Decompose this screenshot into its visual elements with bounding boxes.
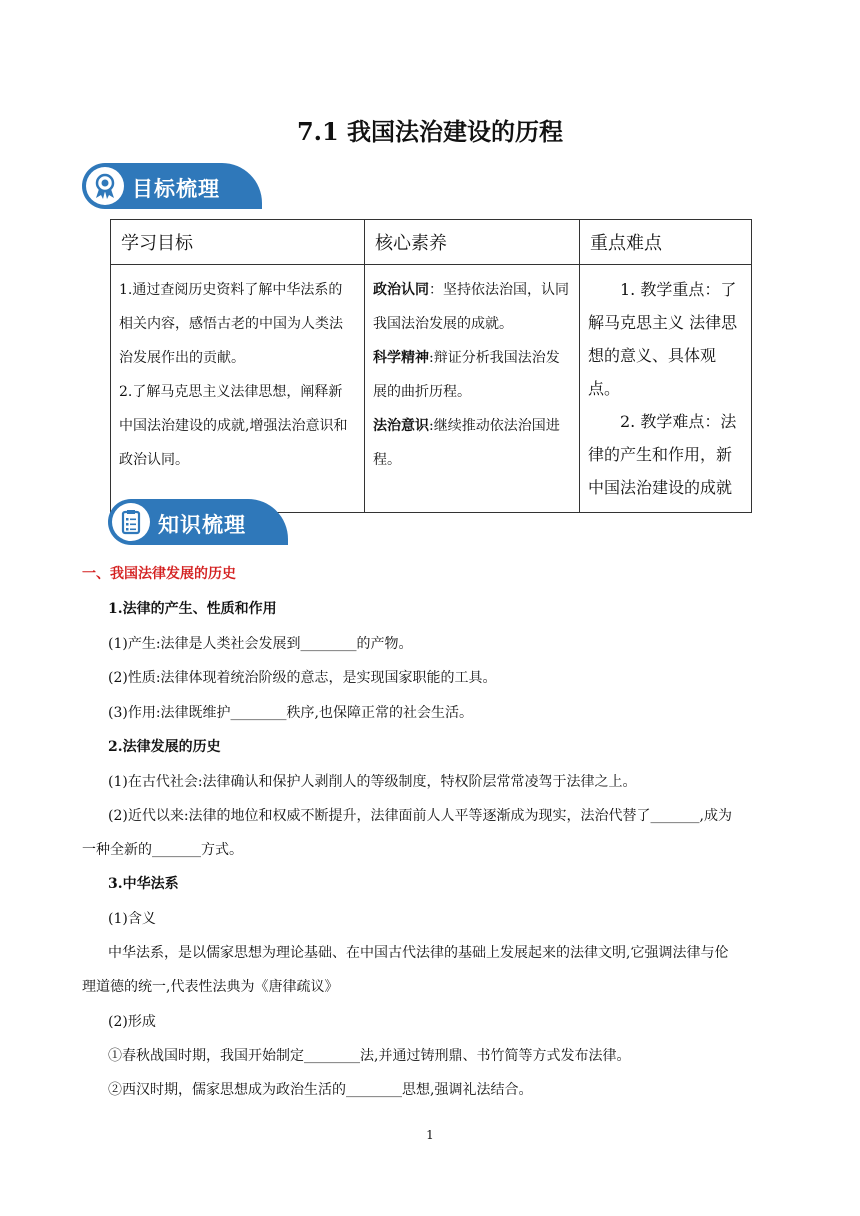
paragraph: (1)含义 [108, 911, 156, 927]
paragraph: (2)形成 [108, 1014, 156, 1030]
paragraph: ②西汉时期，儒家思想成为政治生活的________思想,强调礼法结合。 [108, 1082, 533, 1098]
literacy-cell [365, 265, 580, 513]
section-banner-goals [82, 163, 262, 209]
paragraph: 一种全新的_______方式。 [82, 842, 243, 858]
paragraph: ①春秋战国时期，我国开始制定________法,并通过铸刑鼎、书竹简等方式发布法律。 [108, 1048, 631, 1064]
award-ribbon-icon [86, 167, 124, 205]
header-literacy: 核心素养 [365, 220, 580, 265]
paragraph: (1)产生:法律是人类社会发展到________的产物。 [108, 636, 413, 652]
subheading-3: 3.中华法系 [108, 876, 179, 892]
header-keypoints: 重点难点 [580, 220, 752, 265]
paragraph: 理道德的统一,代表性法典为《唐律疏议》 [82, 979, 339, 995]
page-title: 7.1 我国法治建设的历程 [296, 117, 564, 146]
goal-item: 1.通过查阅历史资料了解中华法系的相关内容，感悟古老的中国为人类法治发展作出的贡献。 [119, 282, 343, 366]
goals-cell [111, 265, 365, 513]
paragraph: (2)性质:法律体现着统治阶级的意志，是实现国家职能的工具。 [108, 670, 497, 686]
paragraph: (1)在古代社会:法律确认和保护人剥削人的等级制度，特权阶层常常凌驾于法律之上。 [108, 774, 637, 790]
section-banner-knowledge [108, 499, 288, 545]
goal-item: 2.了解马克思主义法律思想，阐释新中国法治建设的成就,增强法治意识和政治认同。 [119, 384, 348, 468]
paragraph: 中华法系，是以儒家思想为理论基础、在中国古代法律的基础上发展起来的法律文明,它强调法律与伦 [108, 945, 729, 961]
header-goals: 学习目标 [111, 220, 365, 265]
literacy-item: 法治意识:继续推动依法治国进程。 [373, 418, 560, 468]
keypoints-cell [580, 265, 752, 513]
literacy-item: 科学精神:辩证分析我国法治发展的曲折历程。 [373, 350, 560, 400]
goals-table [110, 219, 752, 513]
banner-label: 知识梳理 [158, 512, 246, 537]
keypoint-item: 2. 教学难点：法律的产生和作用，新中国法治建设的成就 [588, 412, 737, 497]
subheading-1: 1.法律的产生、性质和作用 [108, 601, 277, 617]
page-number: 1 [426, 1128, 434, 1142]
literacy-item: 政治认同：坚持依法治国，认同我国法治发展的成就。 [373, 282, 569, 332]
banner-label: 目标梳理 [132, 176, 220, 201]
keypoint-item: 1. 教学重点：了解马克思主义 法律思想的意义、具体观点。 [588, 280, 738, 398]
clipboard-checklist-icon [112, 503, 150, 541]
subheading-2: 2.法律发展的历史 [108, 739, 221, 755]
heading-1: 一、我国法律发展的历史 [82, 566, 236, 582]
paragraph: (3)作用:法律既维护________秩序,也保障正常的社会生活。 [108, 705, 473, 721]
paragraph: (2)近代以来:法律的地位和权威不断提升，法律面前人人平等逐渐成为现实，法治代替了_______,成为 [108, 808, 732, 824]
